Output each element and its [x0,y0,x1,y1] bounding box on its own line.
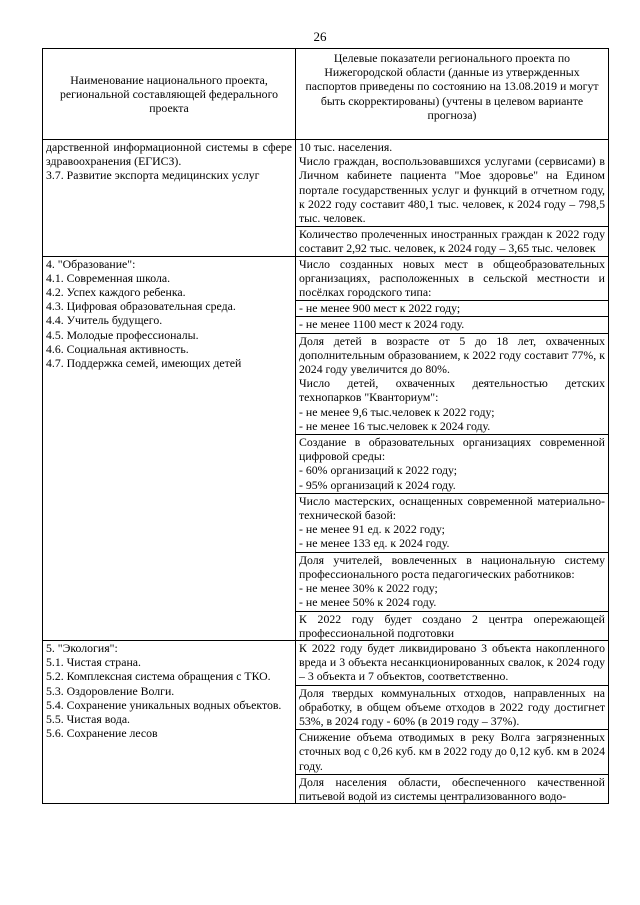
indicator-text: Количество пролеченных иностранных граждан к 2022 году составит 2,92 тыс. человек, к 2024 году – 3,65 тыс. человек [296,226,608,255]
header-project-name: Наименование национального проекта, региональной составляющей федерального проекта [43,49,296,140]
project-title: 4. "Образование": [46,256,136,271]
table-row-healthcare [43,140,609,257]
indicator-text: - не менее 9,6 тыс.человек к 2022 году; [299,404,495,419]
indicator-text: - не менее 16 тыс.человек к 2024 году. [299,418,491,433]
list-item: 4.1. Современная школа. [46,270,171,285]
list-item: 4.3. Цифровая образовательная среда. [46,299,236,314]
list-item: 4.5. Молодые профессионалы. [46,327,199,342]
table-row-education [43,256,609,640]
table-header-row [43,49,609,140]
indicator-text: - не менее 133 ед. к 2024 году. [299,536,450,551]
row-education-indicators [296,256,609,640]
indicator-text: - не менее 30% к 2022 году; [299,581,438,596]
list-item: 4.4. Учитель будущего. [46,313,163,328]
indicator-text: Число граждан, воспользовавшихся услугами (сервисами) в Личном кабинете пациента "Мое здоровье" на Едином портале государственных услуг и функций в отчетном году, к 2022 году составит 480,1 тыс. человек, к 2024 году – 798,5 тыс. человек. [299,154,605,226]
row-ecology-project [43,640,296,803]
table-row-ecology [43,640,609,803]
list-item: 4.7. Поддержка семей, имеющих детей [46,356,242,371]
indicators-table [42,48,609,804]
indicator-text: Доля твердых коммунальных отходов, направленных на обработку, в общем объеме отходов в 2022 году достигнет 53%, в 2024 году - 60% (в 2019 году – 37%). [296,685,608,729]
list-item: 5.5. Чистая вода. [46,711,131,726]
project-title: 5. "Экология": [46,640,118,655]
row-healthcare-indicators [296,140,609,257]
indicator-text: - не менее 50% к 2024 году. [299,595,437,610]
indicator-text: - не менее 91 ед. к 2022 году; [299,522,445,537]
list-item: 5.4. Сохранение уникальных водных объектов. [46,697,282,712]
indicator-text: 10 тыс. населения. [299,140,393,154]
indicator-text: Доля детей в возрасте от 5 до 18 лет, охваченных дополнительным образованием, к 2022 году составит 77%, к 2024 году увеличится до 80%. [296,333,608,377]
indicator-text: - 95% организаций к 2024 году. [299,477,456,492]
list-item: 4.6. Социальная активность. [46,341,189,356]
list-item: 5.1. Чистая страна. [46,655,141,670]
header-target-indicators: Целевые показатели регионального проекта по Нижегородской области (данные из утвержденных паспортов приведены по состоянию на 13.08.2019 и могут быть скорректированы) (учтены в целевом варианте прогноза) [296,49,609,140]
indicator-text: Число детей, охваченных деятельностью детских технопарков "Кванториум": [299,376,605,405]
indicator-text: Снижение объема отводимых в реку Волга загрязненных сточных вод с 0,26 куб. км в 2022 году до 0,12 куб. км в 2024 году. [296,729,608,773]
page-number: 26 [313,29,327,44]
list-item: 3.7. Развитие экспорта медицинских услуг [46,168,260,183]
row-education-project [43,256,296,640]
indicator-text: Доля населения области, обеспеченного качественной питьевой водой из системы централизованного водо- [296,774,608,803]
indicator-text: - 60% организаций к 2022 году; [299,463,458,478]
list-item: дарственной информационной системы в сфере здравоохранения (ЕГИСЗ). [46,140,292,169]
indicator-text: Число созданных новых мест в общеобразовательных организациях, расположенных в сельской местности и посёлках городского типа: [299,256,605,300]
list-item: 4.2. Успех каждого ребенка. [46,285,186,300]
indicator-text: К 2022 году будет создано 2 центра опережающей профессиональной подготовки [296,611,608,640]
indicator-text: Создание в образовательных организациях современной цифровой среды: [296,434,608,463]
list-item: 5.2. Комплексная система обращения с ТКО. [46,669,271,684]
indicator-text: Доля учителей, вовлеченных в национальную систему профессионального роста педагогических работников: [296,552,608,581]
row-healthcare-project [43,140,296,257]
indicator-text: - не менее 1100 мест к 2024 году. [296,316,608,331]
list-item: 5.3. Оздоровление Волги. [46,683,175,698]
indicator-text: - не менее 900 мест к 2022 году; [296,300,608,315]
list-item: 5.6. Сохранение лесов [46,726,158,741]
indicator-text: К 2022 году будет ликвидировано 3 объекта накопленного вреда и 3 объекта несанкционированных свалок, к 2024 году – 3 объекта и 7 объектов, соответственно. [299,640,605,684]
indicator-text: Число мастерских, оснащенных современной материально-технической базой: [296,493,608,522]
row-ecology-indicators [296,640,609,803]
